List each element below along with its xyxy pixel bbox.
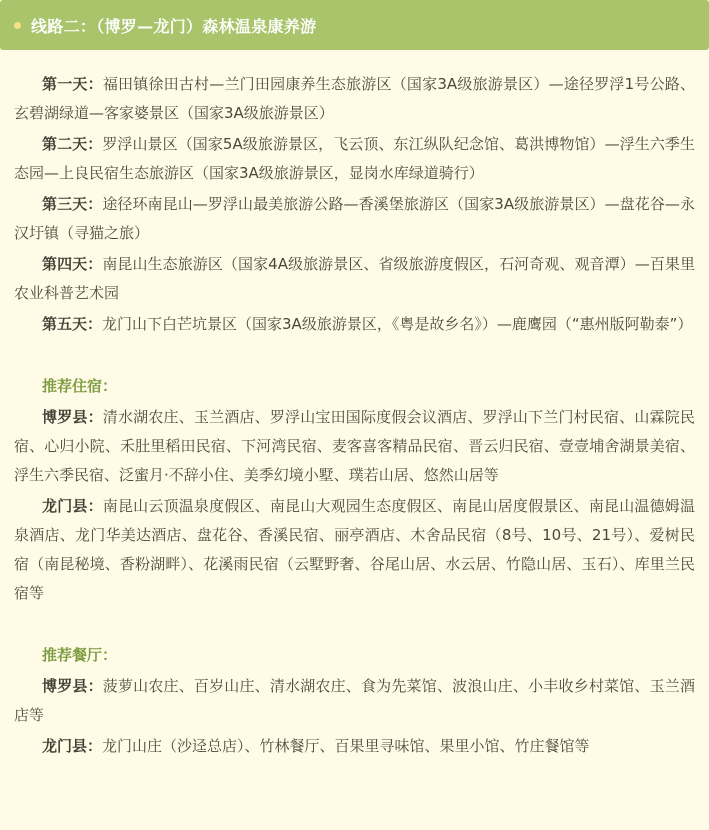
day-label: 第二天： (42, 135, 103, 153)
day-label: 第一天： (42, 75, 103, 93)
day-text: 途径环南昆山—罗浮山最美旅游公路—香溪堡旅游区（国家3A级旅游景区）—盘花谷—永汉圩镇（寻猫之旅） (14, 195, 695, 242)
day-text: 南昆山生态旅游区（国家4A级旅游景区、省级旅游度假区，石河奇观、观音潭）—百果里农业科普艺术园 (14, 255, 695, 302)
county-label: 龙门县： (42, 737, 103, 755)
county-label: 龙门县： (42, 497, 103, 515)
itinerary-day-3 (14, 190, 695, 248)
county-text: 南昆山云顶温泉度假区、南昆山大观园生态度假区、南昆山居度假景区、南昆山温德姆温泉酒店、龙门华美达酒店、盘花谷、香溪民宿、丽亭酒店、木舍品民宿（8号、10号、21号）、爱树民宿（南昆秘境、香粉湖畔）、花溪雨民宿（云墅野奢、谷尾山居、水云居、竹隐山居、玉石）、库里兰民宿等 (14, 497, 695, 602)
article-body (0, 50, 709, 761)
route-title: 线路二：（博罗—龙门）森林温泉康养游 (31, 16, 317, 36)
bullet-dot-icon (14, 22, 21, 29)
day-label: 第五天： (42, 315, 103, 333)
day-text: 龙门山下白芒坑景区（国家3A级旅游景区，《粤是故乡名》）—鹿鹰园（“惠州版阿勒泰”） (102, 315, 693, 333)
itinerary-day-5 (14, 310, 695, 339)
lodging-boluo (14, 403, 695, 490)
dining-section-title: 推荐餐厅： (42, 646, 118, 664)
day-label: 第三天： (42, 195, 103, 213)
route-header (0, 0, 709, 50)
lodging-longmen (14, 492, 695, 608)
day-text: 罗浮山景区（国家5A级旅游景区，飞云顶、东江纵队纪念馆、葛洪博物馆）—浮生六季生态园—上良民宿生态旅游区（国家3A级旅游景区，显岗水库绿道骑行） (14, 135, 695, 182)
itinerary-day-1 (14, 70, 695, 128)
dining-longmen (14, 732, 695, 761)
county-label: 博罗县： (42, 677, 103, 695)
county-label: 博罗县： (42, 408, 103, 426)
county-text: 菠萝山农庄、百岁山庄、清水湖农庄、食为先菜馆、波浪山庄、小丰收乡村菜馆、玉兰酒店等 (14, 677, 695, 724)
day-text: 福田镇徐田古村—兰门田园康养生态旅游区（国家3A级旅游景区）—途径罗浮1号公路、玄碧湖绿道—客家婆景区（国家3A级旅游景区） (14, 75, 695, 122)
day-label: 第四天： (42, 255, 103, 273)
county-text: 龙门山庄（沙迳总店）、竹林餐厅、百果里寻味馆、果里小馆、竹庄餐馆等 (102, 737, 590, 755)
county-text: 清水湖农庄、玉兰酒店、罗浮山宝田国际度假会议酒店、罗浮山下兰门村民宿、山霖院民宿、心归小院、禾肚里稻田民宿、下河湾民宿、麦客喜客精品民宿、晋云归民宿、壹壹埔舍湖景美宿、浮生六季民宿、泛蜜月·不辞小住、美季幻境小墅、璞若山居、悠然山居等 (14, 408, 695, 484)
itinerary-day-2 (14, 130, 695, 188)
dining-boluo (14, 672, 695, 730)
lodging-section-title: 推荐住宿： (42, 377, 118, 395)
itinerary-day-4 (14, 250, 695, 308)
